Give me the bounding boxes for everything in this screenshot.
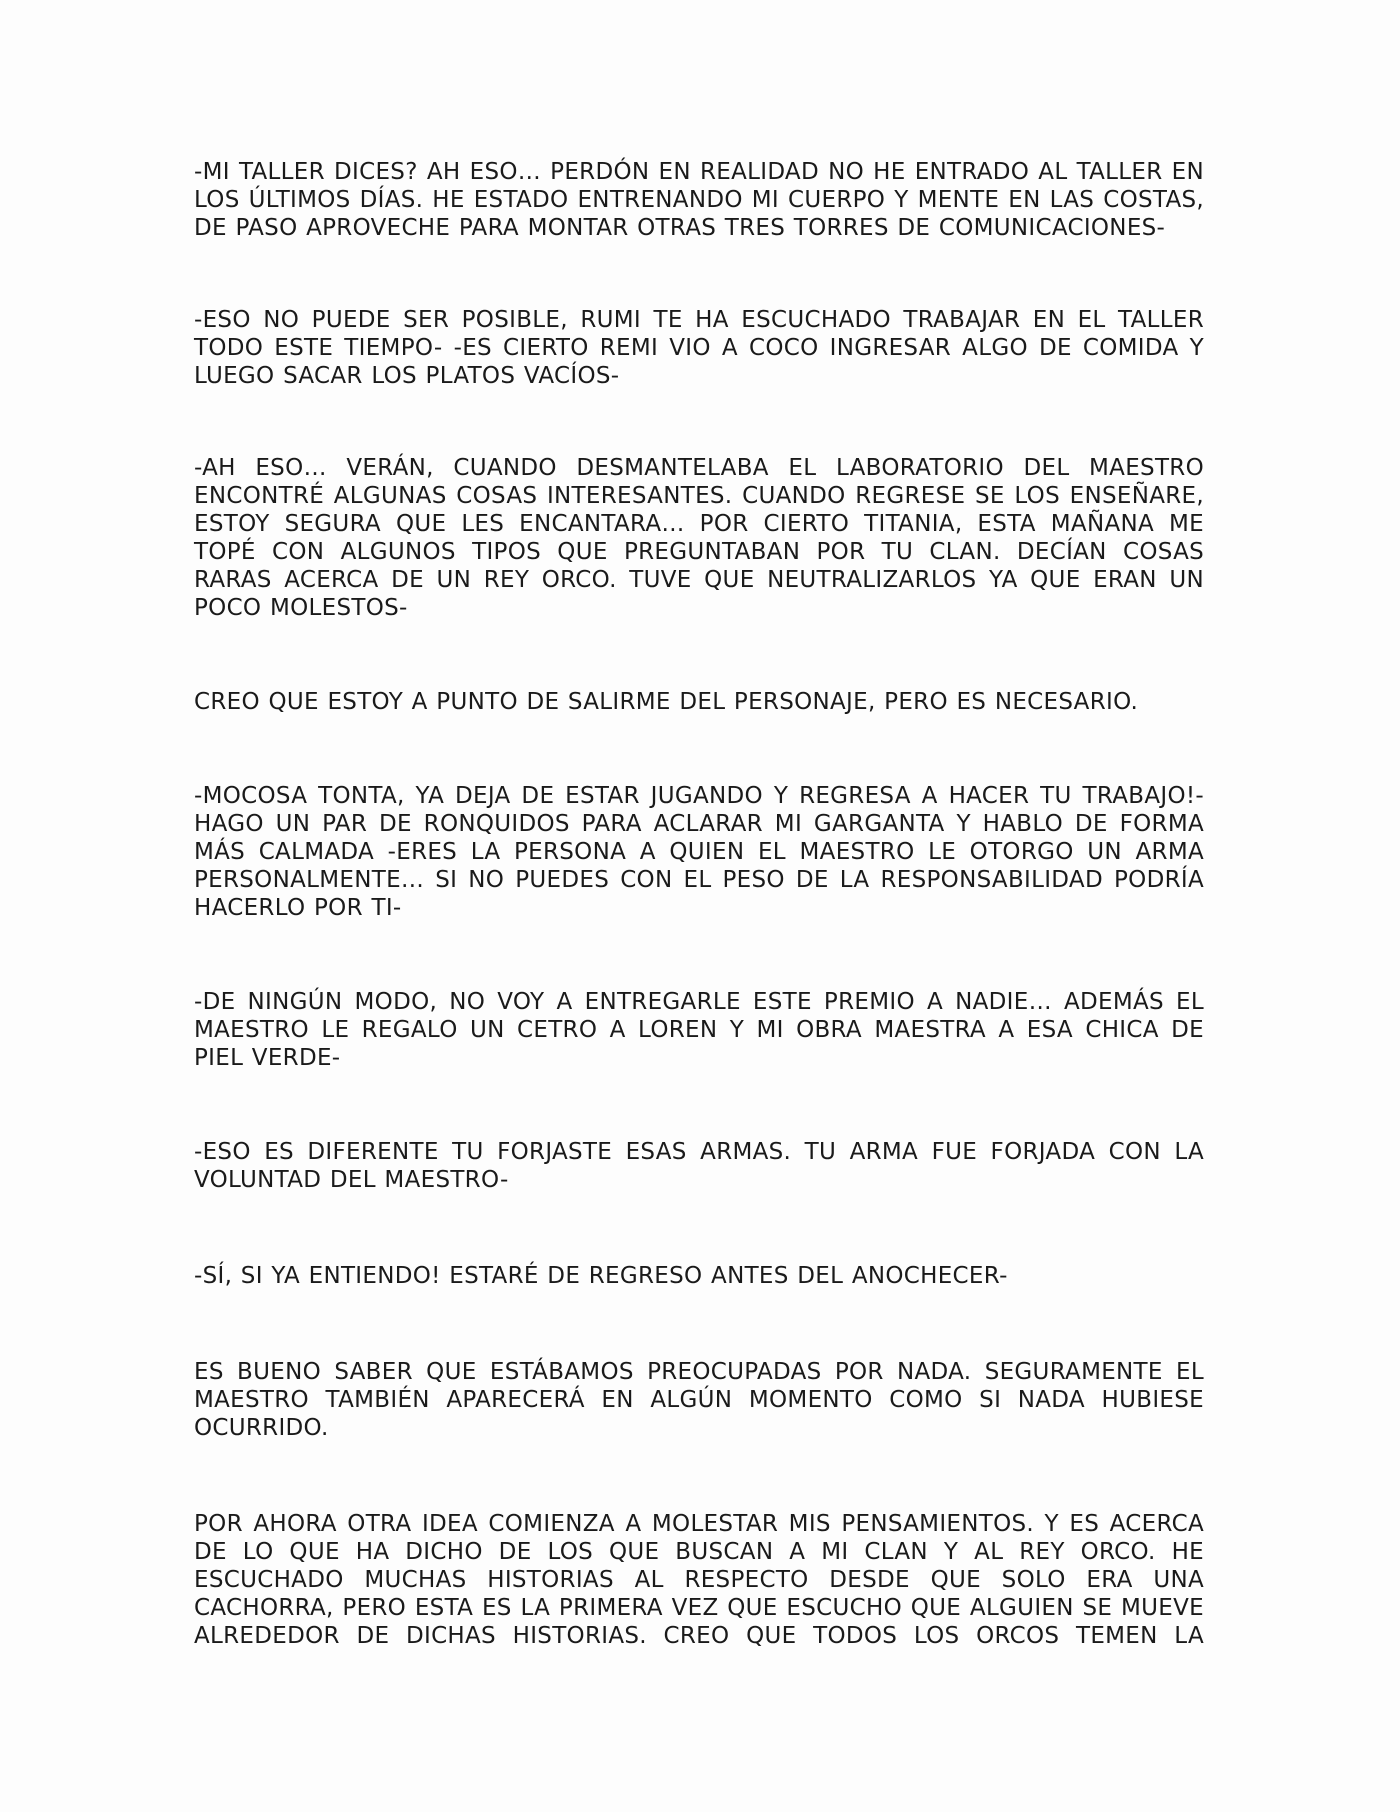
paragraph-2: -ESO NO PUEDE SER POSIBLE, RUMI TE HA ESCUCHADO TRABAJAR EN EL TALLER TODO ESTE TIEMPO- -ES CIERTO REMI VIO A COCO INGRESAR ALGO DE COMIDA Y LUEGO SACAR LOS PLATOS VACÍOS-	[194, 307, 1204, 389]
paragraph-9: ES BUENO SABER QUE ESTÁBAMOS PREOCUPADAS POR NADA. SEGURAMENTE EL MAESTRO TAMBIÉN APARECERÁ EN ALGÚN MOMENTO COMO SI NADA HUBIESE OCURRIDO.	[194, 1359, 1204, 1441]
text-body	[194, 158, 1204, 1650]
paragraph-3: -AH ESO… VERÁN, CUANDO DESMANTELABA EL LABORATORIO DEL MAESTRO ENCONTRÉ ALGUNAS COSAS INTERESANTES. CUANDO REGRESE SE LOS ENSEÑARE, ESTOY SEGURA QUE LES ENCANTARA… POR CIERTO TITANIA, ESTA MAÑANA ME TOPÉ CON ALGUNOS TIPOS QUE PREGUNTABAN POR TU CLAN. DECÍAN COSAS RARAS ACERCA DE UN REY ORCO. TUVE QUE NEUTRALIZARLOS YA QUE ERAN UN POCO MOLESTOS-	[194, 455, 1204, 621]
paragraph-8: -SÍ, SI YA ENTIENDO! ESTARÉ DE REGRESO ANTES DEL ANOCHECER-	[194, 1263, 1008, 1289]
paragraph-7: -ESO ES DIFERENTE TU FORJASTE ESAS ARMAS. TU ARMA FUE FORJADA CON LA VOLUNTAD DEL MAESTRO-	[194, 1139, 1204, 1193]
paragraph-6: -DE NINGÚN MODO, NO VOY A ENTREGARLE ESTE PREMIO A NADIE… ADEMÁS EL MAESTRO LE REGALO UN CETRO A LOREN Y MI OBRA MAESTRA A ESA CHICA DE PIEL VERDE-	[194, 989, 1204, 1071]
paragraph-4: CREO QUE ESTOY A PUNTO DE SALIRME DEL PERSONAJE, PERO ES NECESARIO.	[194, 689, 1139, 715]
paragraph-10: POR AHORA OTRA IDEA COMIENZA A MOLESTAR MIS PENSAMIENTOS. Y ES ACERCA DE LO QUE HA DICHO DE LOS QUE BUSCAN A MI CLAN Y AL REY ORCO. HE ESCUCHADO MUCHAS HISTORIAS AL RESPECTO DESDE QUE SOLO ERA UNA CACHORRA, PERO ESTA ES LA PRIMERA VEZ QUE ESCUCHO QUE ALGUIEN SE MUEVE ALREDEDOR DE DICHAS HISTORIAS. CREO QUE TODOS LOS ORCOS TEMEN LA	[194, 1511, 1204, 1649]
paragraph-5: -MOCOSA TONTA, YA DEJA DE ESTAR JUGANDO Y REGRESA A HACER TU TRABAJO!- HAGO UN PAR DE RONQUIDOS PARA ACLARAR MI GARGANTA Y HABLO DE FORMA MÁS CALMADA -ERES LA PERSONA A QUIEN EL MAESTRO LE OTORGO UN ARMA PERSONALMENTE… SI NO PUEDES CON EL PESO DE LA RESPONSABILIDAD PODRÍA HACERLO POR TI-	[194, 783, 1204, 921]
paragraph-1: -MI TALLER DICES? AH ESO… PERDÓN EN REALIDAD NO HE ENTRADO AL TALLER EN LOS ÚLTIMOS DÍAS. HE ESTADO ENTRENANDO MI CUERPO Y MENTE EN LAS COSTAS, DE PASO APROVECHE PARA MONTAR OTRAS TRES TORRES DE COMUNICACIONES-	[194, 159, 1204, 241]
